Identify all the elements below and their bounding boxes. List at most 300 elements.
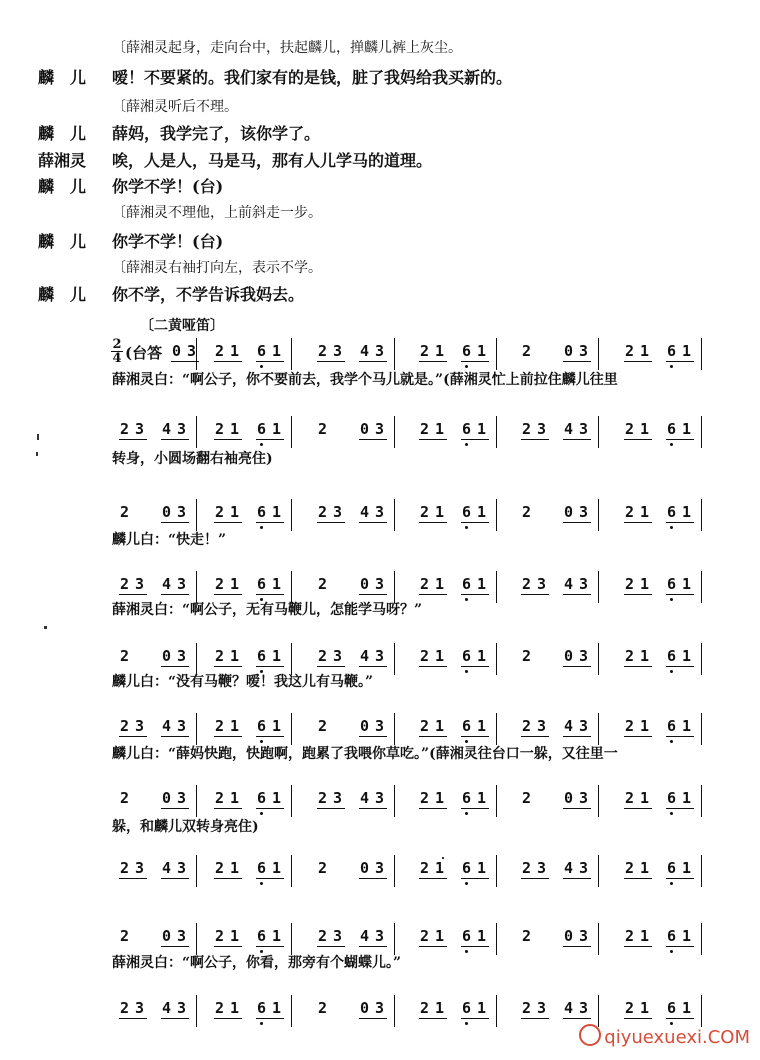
beam-underline [461,1018,489,1019]
note: 6 [667,503,677,521]
note: 3 [375,999,385,1017]
note: 1 [682,717,692,735]
beam-underline [256,361,284,362]
low-octave-dot [670,950,673,953]
measure [522,573,618,603]
bar-line [496,416,497,448]
note: 0 [172,342,182,360]
note: 1 [272,575,282,593]
note: 1 [682,503,692,521]
note: 1 [230,420,240,438]
measure [420,573,516,603]
note: 4 [162,859,172,877]
bar-line [394,923,395,955]
note: 2 [420,717,430,735]
beam-underline [419,1018,447,1019]
note: 2 [318,789,328,807]
note: 3 [537,420,547,438]
beam-underline [161,666,189,667]
note: 4 [360,927,370,945]
note: 1 [640,342,650,360]
bar-line [291,571,292,603]
note: 2 [420,342,430,360]
note: 2 [625,342,635,360]
notation-row [112,501,732,531]
dialogue-line [38,68,718,90]
measure [120,573,216,603]
bar-line [394,995,395,1027]
note: 1 [272,503,282,521]
low-octave-dot [670,812,673,815]
measure [420,501,516,531]
bar-line [291,338,292,370]
notation-row [112,715,732,745]
note: 3 [579,717,589,735]
low-octave-dot [260,740,263,743]
note: 1 [640,503,650,521]
beam-underline [171,361,199,362]
low-octave-dot [465,882,468,885]
measure [420,997,516,1027]
bar-line [701,785,702,817]
beam-underline [461,946,489,947]
bar-line [394,499,395,531]
low-octave-dot [465,670,468,673]
dialogue-line [38,232,718,254]
note: 3 [333,647,343,665]
beam-underline [461,878,489,879]
beam-underline [214,666,242,667]
bar-line [394,416,395,448]
measure [522,787,618,817]
beam-underline [256,808,284,809]
note: 2 [215,575,225,593]
note: 6 [667,342,677,360]
note: 3 [375,717,385,735]
measure [420,857,516,887]
note: 4 [360,789,370,807]
measure [625,573,721,603]
bar-line [496,338,497,370]
beam-underline [666,439,694,440]
measure [318,645,414,675]
note: 2 [318,999,328,1017]
note: 2 [625,575,635,593]
measure [420,418,516,448]
measure [120,787,216,817]
scan-speck [37,434,39,440]
note: 1 [230,503,240,521]
beam-underline [666,878,694,879]
note: 3 [177,717,187,735]
beam-underline [563,808,591,809]
measure [120,418,216,448]
measure [318,787,414,817]
note: 3 [579,647,589,665]
low-octave-dot [670,443,673,446]
note: 3 [579,789,589,807]
beam-underline [624,808,652,809]
beam-underline [563,361,591,362]
note: 6 [462,420,472,438]
note: 2 [625,999,635,1017]
beam-underline [119,594,147,595]
note: 0 [564,503,574,521]
low-octave-dot [670,740,673,743]
beam-underline [214,1018,242,1019]
bar-line [196,643,197,675]
note: 1 [435,342,445,360]
bar-line [701,571,702,603]
note: 3 [187,342,197,360]
beam-underline [563,1018,591,1019]
bar-line [496,713,497,745]
watermark-logo-icon [579,1024,601,1046]
bar-line [701,338,702,370]
note: 2 [318,647,328,665]
notation-row [112,925,732,955]
measure [625,997,721,1027]
dialogue-text: 唉，人是人，马是马，那有人儿学马的道理。 [112,151,433,170]
notation-row [112,787,732,817]
note: 6 [257,647,267,665]
beam-underline [214,808,242,809]
note: 3 [135,717,145,735]
beam-underline [359,736,387,737]
note: 0 [564,927,574,945]
beam-underline [161,522,189,523]
beam-underline [624,439,652,440]
note: 4 [360,342,370,360]
note: 2 [625,503,635,521]
beam-underline [359,522,387,523]
note: 0 [564,647,574,665]
note: 6 [257,503,267,521]
measure [318,715,414,745]
note: 3 [375,789,385,807]
notation-row [112,573,732,603]
low-octave-dot [465,598,468,601]
bar-line [701,713,702,745]
beam-underline [624,522,652,523]
measure [522,925,618,955]
note: 2 [215,927,225,945]
note: 3 [177,575,187,593]
note: 2 [522,575,532,593]
note: 2 [120,717,130,735]
note: 6 [667,999,677,1017]
low-octave-dot [260,882,263,885]
measure [215,787,311,817]
low-octave-dot [670,526,673,529]
measure [522,501,618,531]
note: 2 [215,999,225,1017]
note: 2 [318,503,328,521]
measure [625,645,721,675]
beam-underline [256,522,284,523]
note: 6 [667,717,677,735]
note: 1 [435,789,445,807]
beam-underline [521,878,549,879]
bar-line [496,571,497,603]
beam-underline [161,1018,189,1019]
note: 6 [462,717,472,735]
note: 2 [215,859,225,877]
note: 2 [120,420,130,438]
note: 4 [360,647,370,665]
note: 1 [682,342,692,360]
measure [318,925,414,955]
bar-line [394,643,395,675]
beam-underline [317,808,345,809]
note: 2 [120,927,130,945]
note: 1 [272,342,282,360]
note: 2 [522,503,532,521]
bar-line [598,713,599,745]
bar-line [598,923,599,955]
note: 3 [537,717,547,735]
low-octave-dot [260,365,263,368]
note: 6 [257,575,267,593]
spoken-line: 麟儿白：“薛妈快跑，快跑啊，跑累了我喂你草吃。”(薛湘灵往台口一躲，又往里一 [112,746,618,762]
note: 2 [420,647,430,665]
note: 1 [682,789,692,807]
note: 2 [625,647,635,665]
dialogue-line [38,124,718,146]
beam-underline [563,522,591,523]
bar-line [291,416,292,448]
bar-line [496,995,497,1027]
note: 1 [640,927,650,945]
note: 2 [318,342,328,360]
note: 6 [667,927,677,945]
beam-underline [419,736,447,737]
bar-line [196,571,197,603]
beam-underline [256,946,284,947]
time-signature-top: 2 [112,337,122,352]
bar-line [701,416,702,448]
beam-underline [119,1018,147,1019]
beam-underline [461,439,489,440]
measure [120,857,216,887]
note: 0 [360,859,370,877]
note: 1 [230,575,240,593]
note: 1 [640,575,650,593]
note: 3 [375,575,385,593]
note: 2 [420,420,430,438]
note: 6 [462,999,472,1017]
note: 1 [640,859,650,877]
scan-speck [44,626,47,629]
low-octave-dot [670,365,673,368]
note: 0 [564,789,574,807]
note: 1 [682,420,692,438]
beam-underline [317,522,345,523]
bar-line [496,643,497,675]
low-octave-dot [465,1022,468,1025]
measure [420,340,516,370]
beam-underline [419,439,447,440]
bar-line [496,923,497,955]
note: 3 [177,503,187,521]
note: 1 [230,927,240,945]
note: 1 [477,575,487,593]
measure [215,573,311,603]
beam-underline [461,594,489,595]
beam-underline [461,666,489,667]
note: 6 [257,342,267,360]
note: 3 [177,999,187,1017]
notation-row [112,645,732,675]
note: 0 [360,717,370,735]
bar-line [196,855,197,887]
note: 1 [435,859,445,877]
beam-underline [214,878,242,879]
bar-line [291,713,292,745]
note: 1 [640,647,650,665]
beam-underline [359,439,387,440]
note: 2 [318,575,328,593]
note: 3 [375,503,385,521]
dialogue-text: 你不学，不学告诉我妈去。 [112,285,305,304]
beam-underline [624,946,652,947]
note: 3 [177,420,187,438]
bar-line [394,785,395,817]
note: 4 [360,503,370,521]
bar-line [598,995,599,1027]
low-octave-dot [670,598,673,601]
note: 6 [667,647,677,665]
note: 2 [522,999,532,1017]
bar-line [701,923,702,955]
measure [318,501,414,531]
note: 1 [477,999,487,1017]
note: 2 [625,927,635,945]
beam-underline [317,946,345,947]
note: 3 [375,342,385,360]
beam-underline [666,666,694,667]
bar-line [196,416,197,448]
measure [215,501,311,531]
note: 1 [640,999,650,1017]
measure [625,857,721,887]
spoken-line: 薛湘灵白：“啊公子，你不要前去，我学个马儿就是。”(薛湘灵忙上前拉住麟儿往里 [112,372,618,388]
note: 0 [162,503,172,521]
spoken-line: 转身，小圆场翻右袖亮住) [112,451,273,467]
note: 4 [162,420,172,438]
note: 1 [272,789,282,807]
note: 1 [682,999,692,1017]
measure [522,857,618,887]
stage-direction: 〔薛湘灵右袖打向左，表示不学。 [112,260,322,276]
note: 6 [257,717,267,735]
measure [625,787,721,817]
measure [522,715,618,745]
low-octave-dot [465,812,468,815]
note: 3 [135,575,145,593]
beam-underline [666,594,694,595]
spoken-line: 麟儿白：“没有马鞭？嗳！我这儿有马鞭。” [112,674,374,690]
beam-underline [256,666,284,667]
note: 2 [420,789,430,807]
beam-underline [256,594,284,595]
note: 6 [462,859,472,877]
note: 4 [564,999,574,1017]
beam-underline [359,878,387,879]
note: 1 [477,927,487,945]
note: 3 [333,927,343,945]
note: 6 [462,927,472,945]
note: 1 [435,927,445,945]
bar-line [598,643,599,675]
note: 3 [375,647,385,665]
beam-underline [359,361,387,362]
measure [318,573,414,603]
note: 2 [522,927,532,945]
note: 3 [579,859,589,877]
bar-line [598,416,599,448]
note: 4 [162,717,172,735]
measure [215,645,311,675]
note: 2 [215,647,225,665]
beam-underline [359,594,387,595]
beam-underline [563,946,591,947]
note: 1 [272,999,282,1017]
note: 3 [177,789,187,807]
note: 6 [257,420,267,438]
beam-underline [119,736,147,737]
note: 3 [537,859,547,877]
bar-line [291,995,292,1027]
notation-row [112,857,732,887]
note: 1 [682,859,692,877]
measure [120,501,216,531]
measure [120,997,216,1027]
beam-underline [624,1018,652,1019]
note: 3 [579,420,589,438]
note: 2 [420,859,430,877]
notation-row [112,418,732,448]
note: 1 [435,717,445,735]
beam-underline [624,594,652,595]
low-octave-dot [260,812,263,815]
bar-line [196,499,197,531]
bar-line [291,923,292,955]
note: 1 [272,420,282,438]
note: 1 [272,717,282,735]
note: 1 [477,859,487,877]
beam-underline [119,439,147,440]
measure [522,645,618,675]
scan-speck [442,857,444,859]
beam-underline [214,439,242,440]
beam-underline [161,808,189,809]
beam-underline [419,666,447,667]
note: 1 [272,927,282,945]
note: 1 [640,789,650,807]
site-watermark: qiyuexuexi.COM [579,1024,750,1048]
notation-row [112,340,732,370]
bar-line [598,855,599,887]
note: 3 [177,859,187,877]
beam-underline [521,736,549,737]
note: 0 [162,927,172,945]
note: 3 [135,859,145,877]
beam-underline [419,878,447,879]
measure [215,340,311,370]
beam-underline [666,946,694,947]
beam-underline [624,666,652,667]
